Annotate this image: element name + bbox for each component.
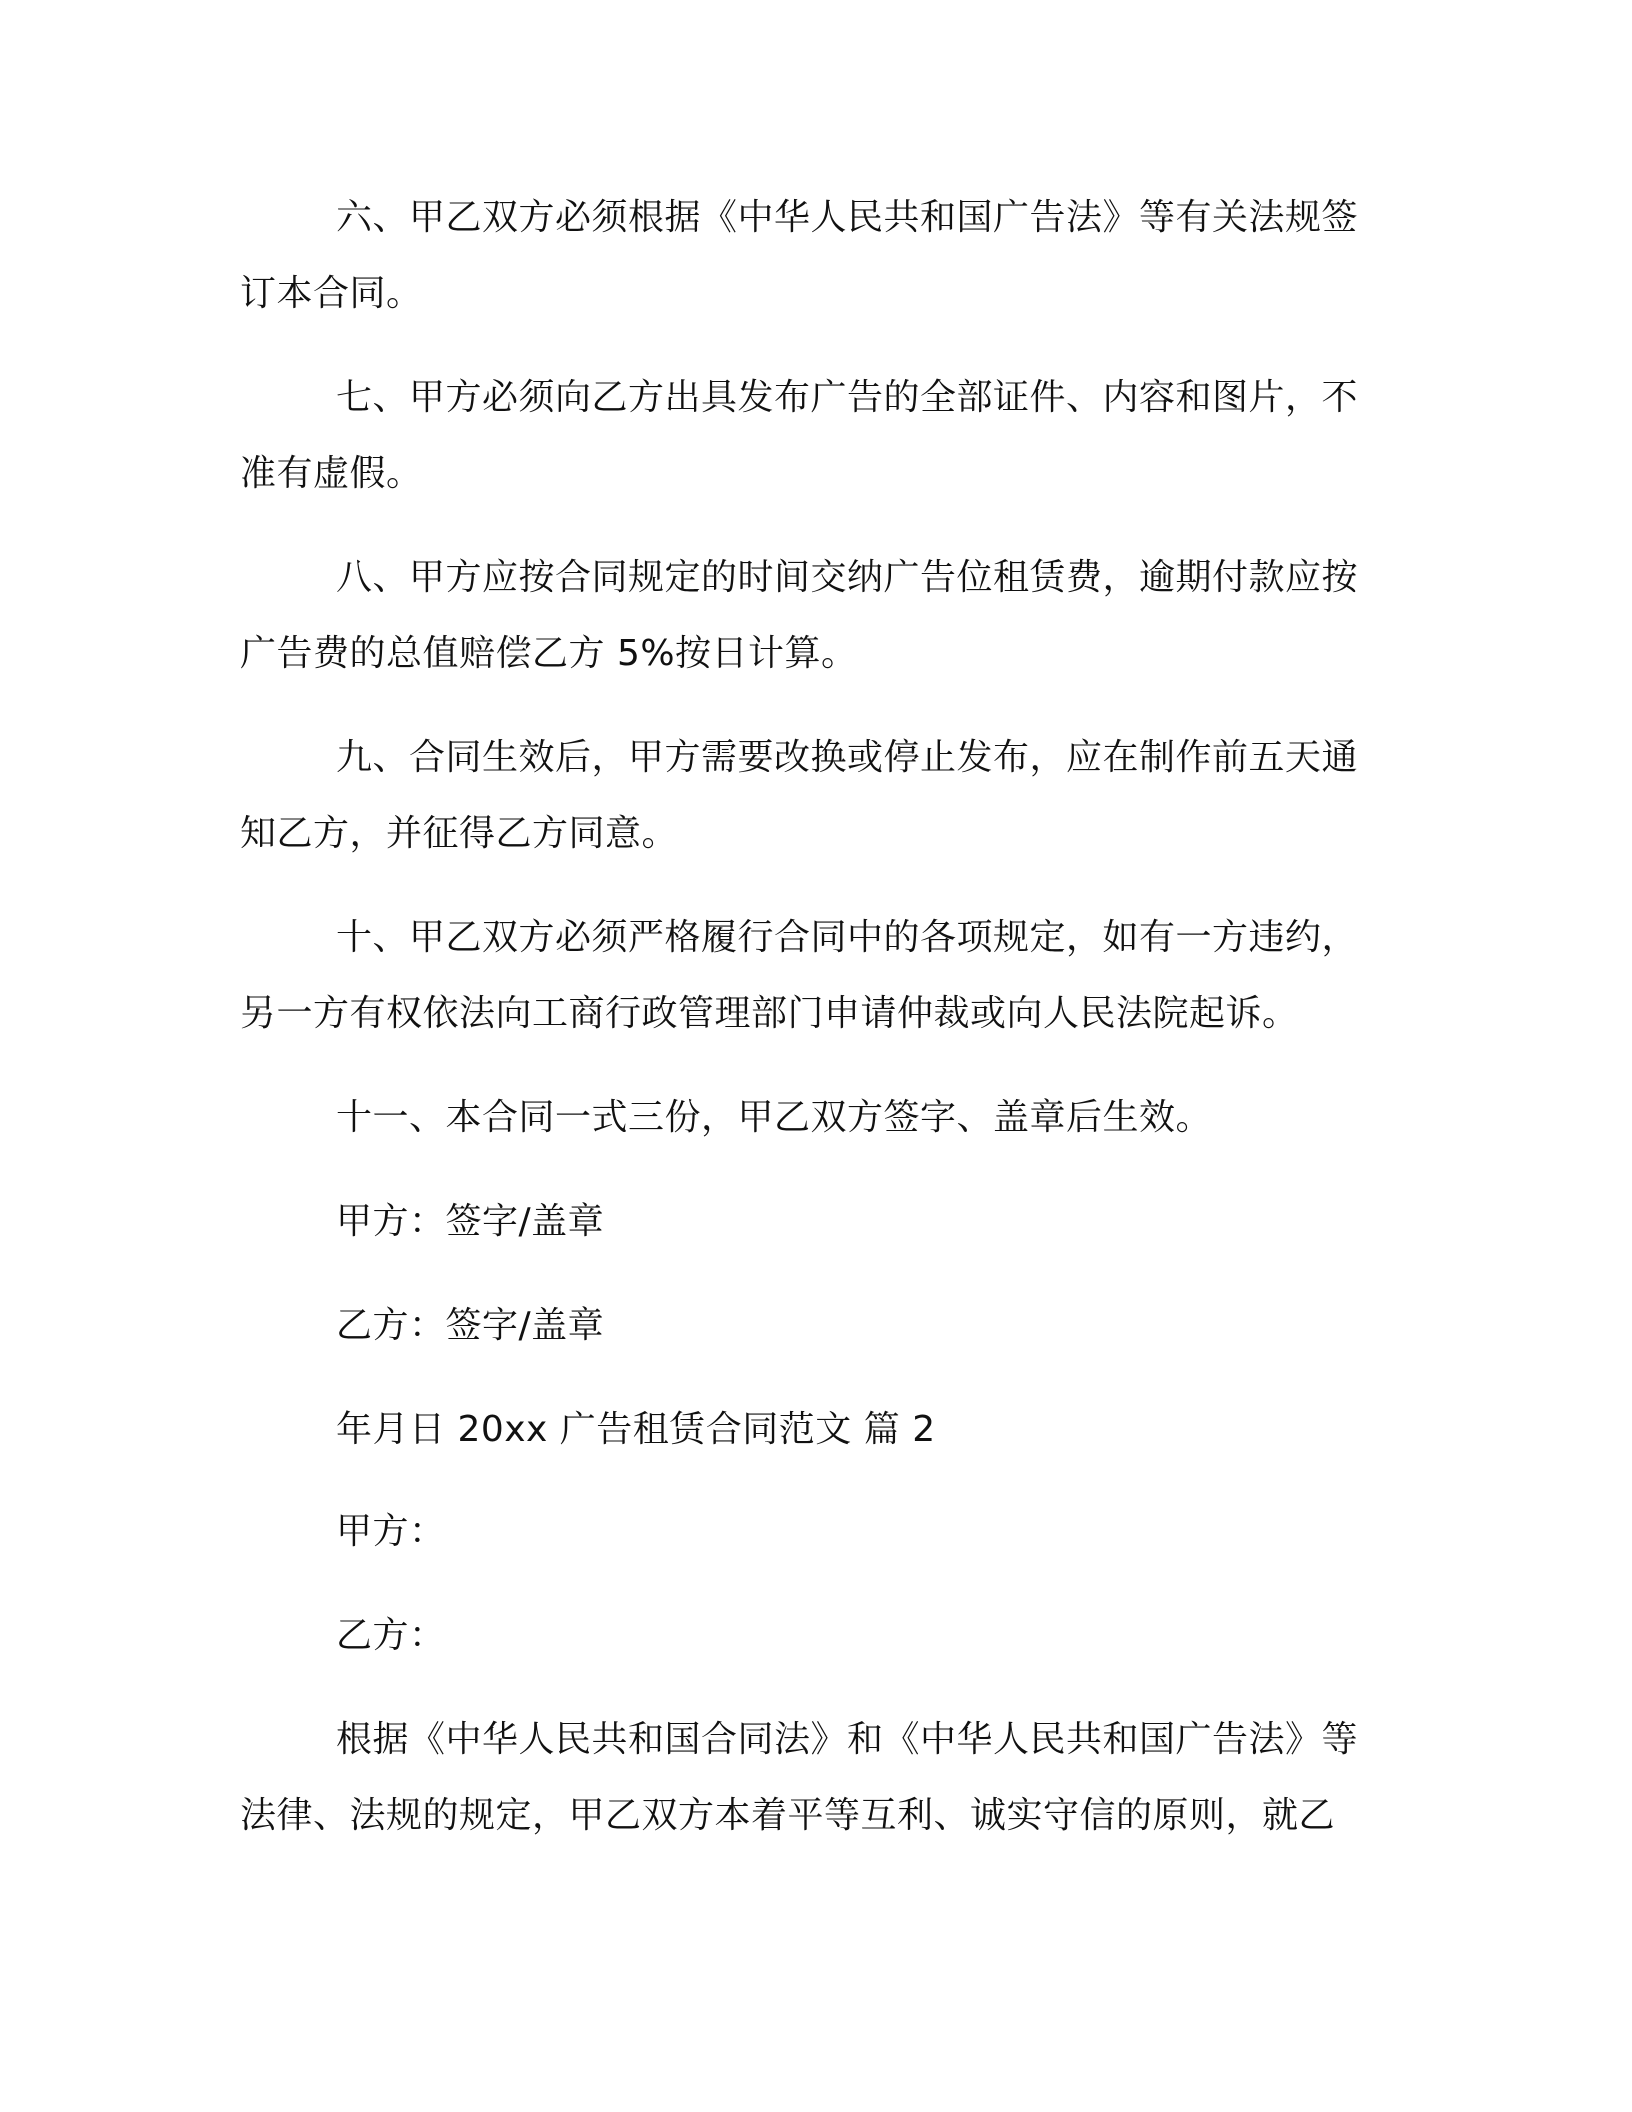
party-b-signature: 乙方：签字/盖章 <box>336 1305 605 1346</box>
clause-6-line-1: 六、甲乙双方必须根据《中华人民共和国广告法》等有关法规签 <box>336 197 1359 238</box>
clause-7-line-2: 准有虚假。 <box>240 453 423 494</box>
preamble-line-1: 根据《中华人民共和国合同法》和《中华人民共和国广告法》等 <box>336 1719 1359 1760</box>
preamble-line-2: 法律、法规的规定，甲乙双方本着平等互利、诚实守信的原则，就乙 <box>240 1795 1336 1836</box>
party-a-signature: 甲方：签字/盖章 <box>336 1201 605 1242</box>
clause-10-line-2: 另一方有权依法向工商行政管理部门申请仲裁或向人民法院起诉。 <box>240 993 1299 1034</box>
clause-10-line-1: 十、甲乙双方必须严格履行合同中的各项规定，如有一方违约， <box>336 917 1359 958</box>
clause-9-line-2: 知乙方，并征得乙方同意。 <box>240 813 679 854</box>
clause-8-line-2: 广告费的总值赔偿乙方 5%按日计算。 <box>240 633 858 674</box>
clause-11-line: 十一、本合同一式三份，甲乙双方签字、盖章后生效。 <box>336 1097 1213 1138</box>
section-heading: 年月日 20xx 广告租赁合同范文 篇 2 <box>336 1409 936 1450</box>
clause-7-line-1: 七、甲方必须向乙方出具发布广告的全部证件、内容和图片，不 <box>336 377 1359 418</box>
clause-8-line-1: 八、甲方应按合同规定的时间交纳广告位租赁费，逾期付款应按 <box>336 557 1359 598</box>
clause-6-line-2: 订本合同。 <box>240 273 423 314</box>
party-b-label: 乙方： <box>336 1615 446 1656</box>
party-a-label: 甲方： <box>336 1511 446 1552</box>
clause-9-line-1: 九、合同生效后，甲方需要改换或停止发布，应在制作前五天通 <box>336 737 1359 778</box>
